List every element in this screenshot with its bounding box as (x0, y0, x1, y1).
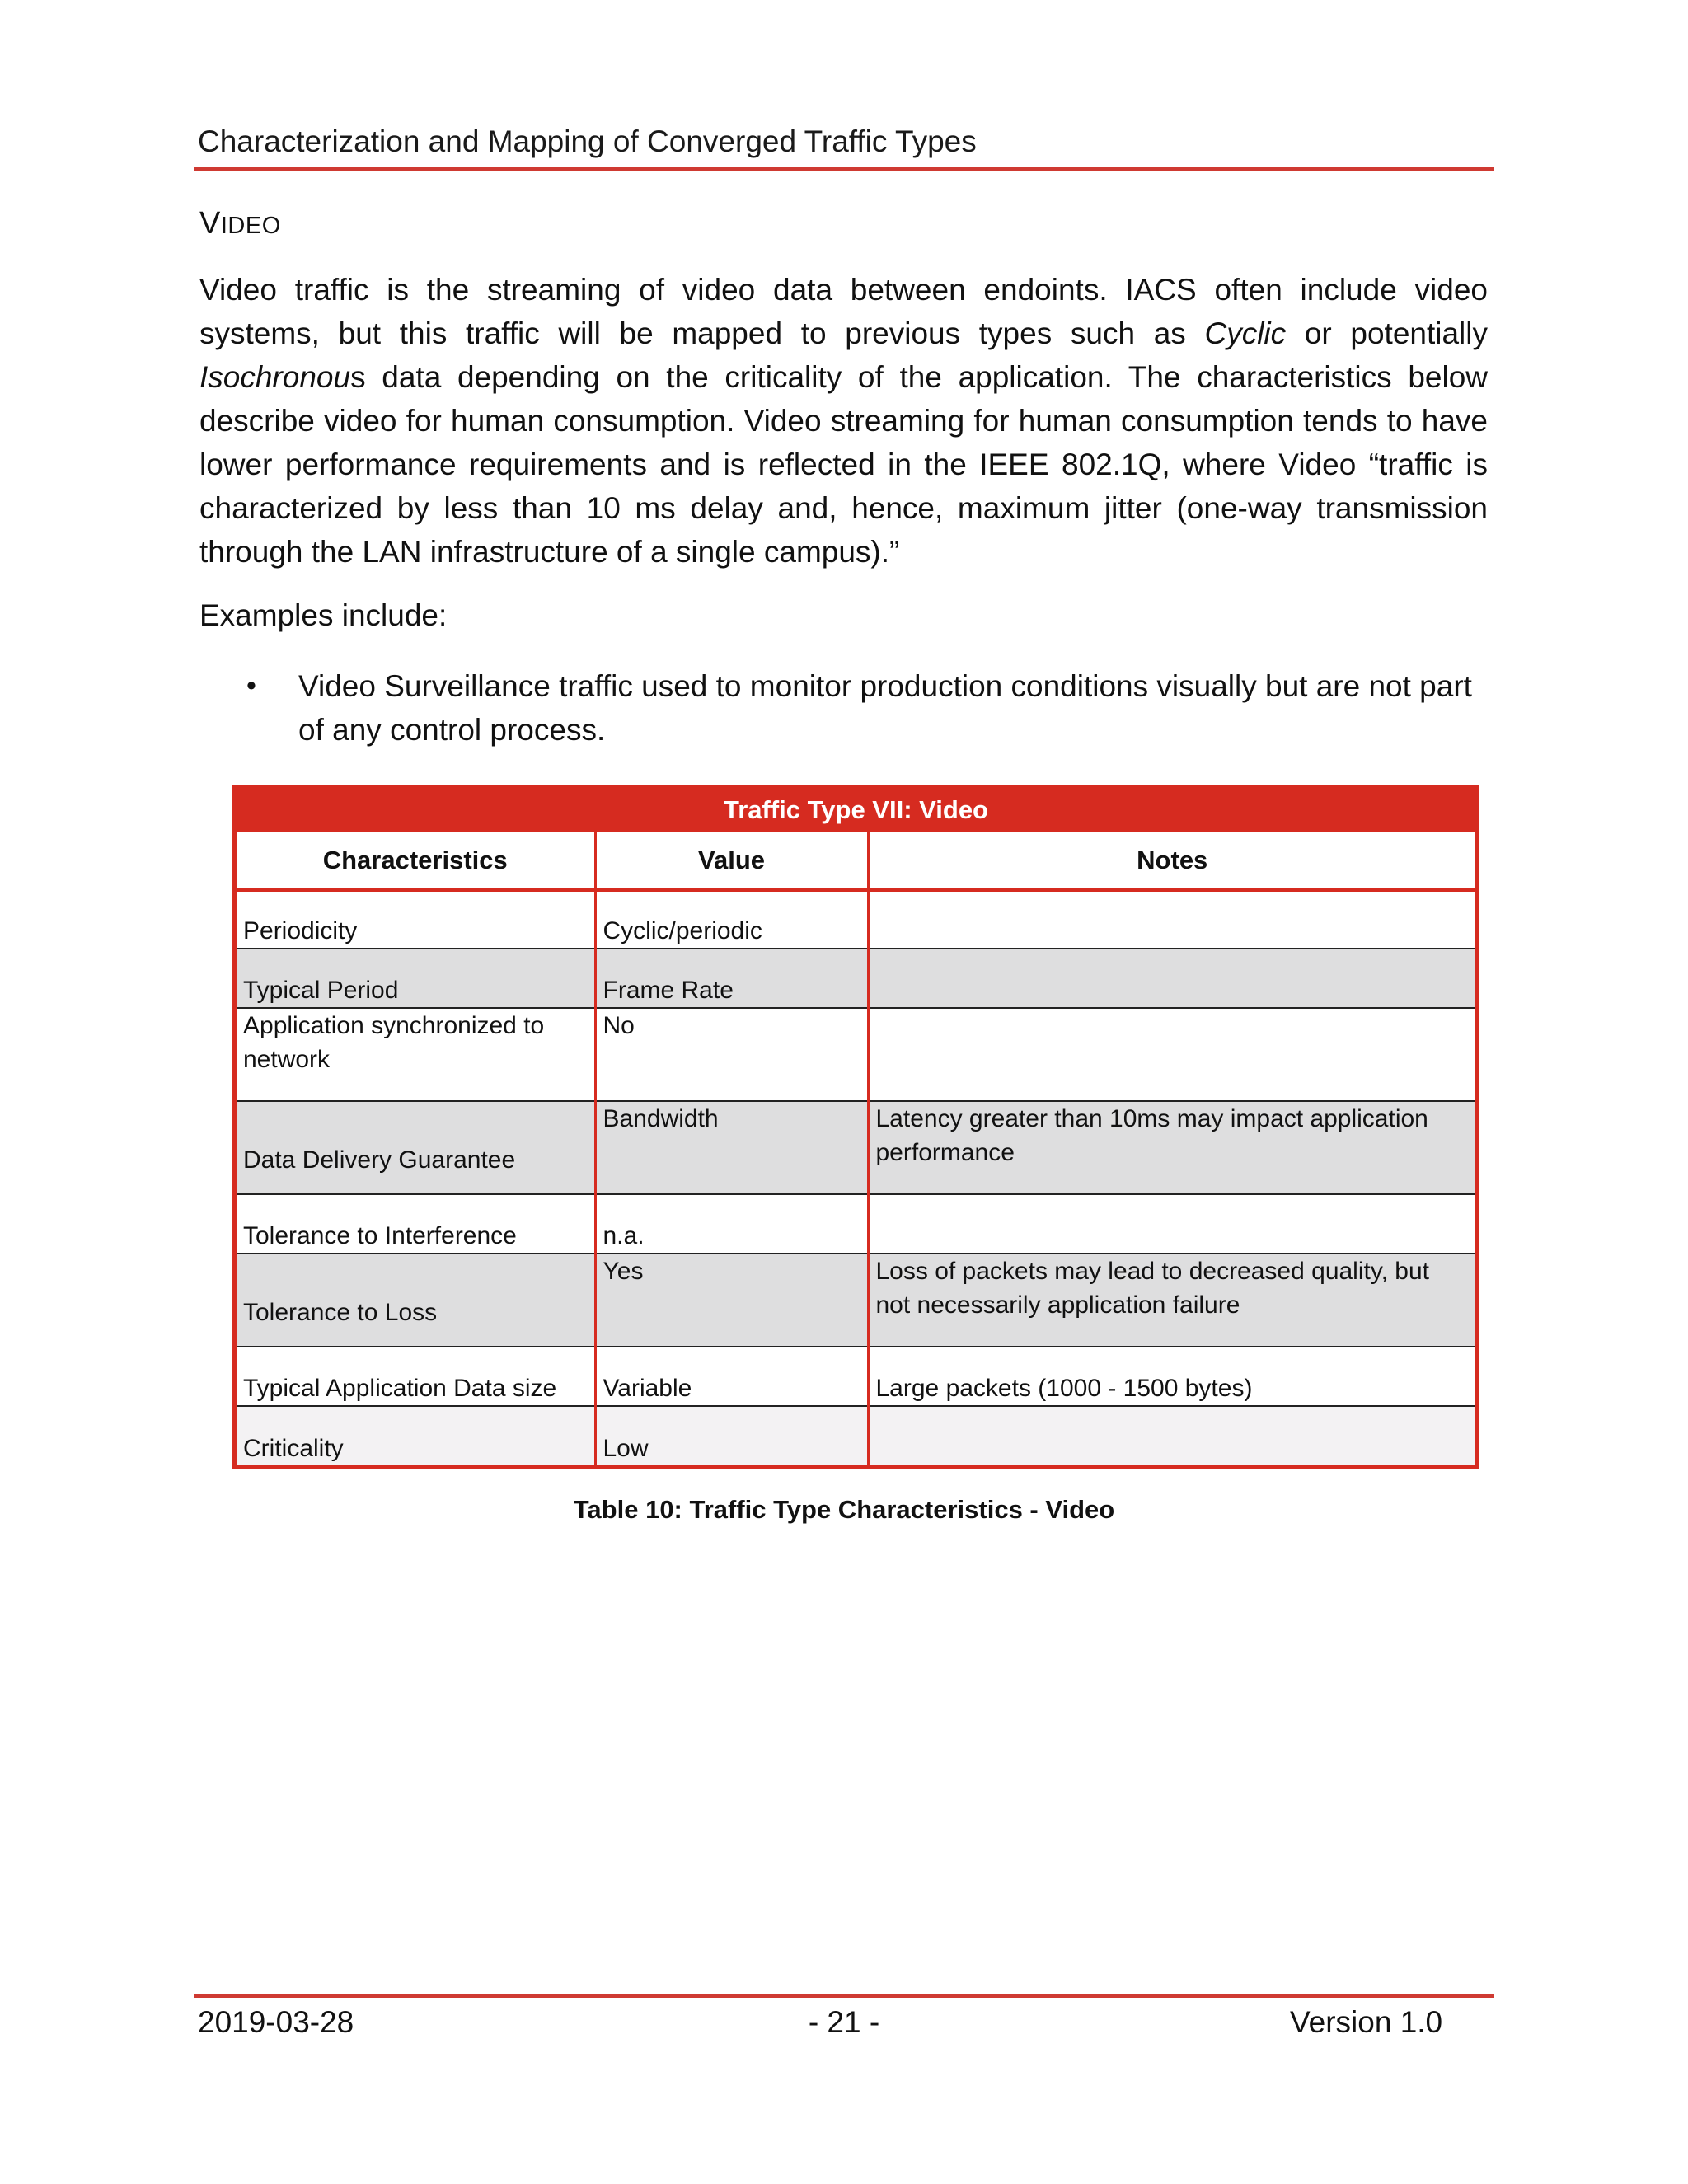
table-row (237, 1101, 1475, 1194)
video-description-paragraph (199, 268, 1488, 574)
table-cell: Typical Application Data size (237, 1347, 595, 1406)
footer-date: 2019-03-28 (198, 2005, 354, 2039)
table-cell: Criticality (237, 1406, 595, 1465)
table-cell: Tolerance to Loss (237, 1254, 595, 1347)
characteristics-table (237, 831, 1475, 1465)
list-item-text: Video Surveillance traffic used to monitor production conditions visually but are not part of any control process. (298, 669, 1472, 747)
table-cell: Tolerance to Interference (237, 1194, 595, 1254)
table-cell: Latency greater than 10ms may impact application performance (868, 1101, 1475, 1194)
section-title (199, 204, 281, 245)
table-cell (868, 1008, 1475, 1101)
table-cell: Typical Period (237, 949, 595, 1008)
column-header-notes: Notes (868, 832, 1475, 890)
table-row (237, 949, 1475, 1008)
paragraph-term-cyclic: Cyclic (1204, 316, 1287, 350)
table-row (237, 1254, 1475, 1347)
table-banner: Traffic Type VII: Video (237, 790, 1475, 831)
table-cell: Bandwidth (595, 1101, 868, 1194)
traffic-type-table (232, 785, 1479, 1469)
column-header-value: Value (595, 832, 868, 890)
table-row (237, 1347, 1475, 1406)
table-cell: Low (595, 1406, 868, 1465)
table-cell (868, 1406, 1475, 1465)
table-cell (868, 890, 1475, 949)
list-item (199, 664, 1488, 752)
paragraph-term-isochronous: Isochronou (199, 360, 351, 394)
section-title-initial: V (199, 206, 221, 241)
section-title-rest: IDEO (220, 213, 281, 239)
table-caption: Table 10: Traffic Type Characteristics - Video (573, 1495, 1115, 1524)
table-cell (868, 949, 1475, 1008)
column-header-characteristics: Characteristics (237, 832, 595, 890)
table-row (237, 890, 1475, 949)
table-row (237, 1008, 1475, 1101)
table-row (237, 1406, 1475, 1465)
page-number: - 21 - (808, 2005, 880, 2039)
table-cell: Frame Rate (595, 949, 868, 1008)
table-cell: Application synchronized to network (237, 1008, 595, 1101)
header-divider (194, 167, 1494, 171)
table-cell: Yes (595, 1254, 868, 1347)
running-header: Characterization and Mapping of Converged Traffic Types (198, 124, 977, 158)
bullet-icon: • (246, 670, 256, 701)
document-version: Version 1.0 (1290, 2005, 1443, 2039)
examples-list (199, 664, 1488, 752)
table-cell: Loss of packets may lead to decreased quality, but not necessarily application failure (868, 1254, 1475, 1347)
footer-divider (194, 1994, 1494, 1998)
table-cell: Cyclic/periodic (595, 890, 868, 949)
table-row (237, 1194, 1475, 1254)
table-cell: No (595, 1008, 868, 1101)
paragraph-text-part-1: Video traffic is the streaming of video data between endoints. IACS often include video systems, but this traffic will be mapped to previous types such as (199, 273, 1488, 350)
table-cell: Periodicity (237, 890, 595, 949)
table-cell: Large packets (1000 - 1500 bytes) (868, 1347, 1475, 1406)
table-cell (868, 1194, 1475, 1254)
table-cell: Variable (595, 1347, 868, 1406)
table-header-row (237, 832, 1475, 890)
table-cell: Data Delivery Guarantee (237, 1101, 595, 1194)
paragraph-text-part-2: or potentially (1286, 316, 1488, 350)
paragraph-text-part-3: s data depending on the criticality of the application. The characteristics below describe video for human consumption. Video streaming for human consumption tends to have lower performance requirements and is reflected in the IEEE 802.1Q, where Video “traffic is characterized by less than 10 ms delay and, hence, maximum jitter (one-way transmission through the LAN infrastructure of a single campus).” (199, 360, 1488, 569)
examples-label: Examples include: (199, 598, 448, 632)
table-cell: n.a. (595, 1194, 868, 1254)
